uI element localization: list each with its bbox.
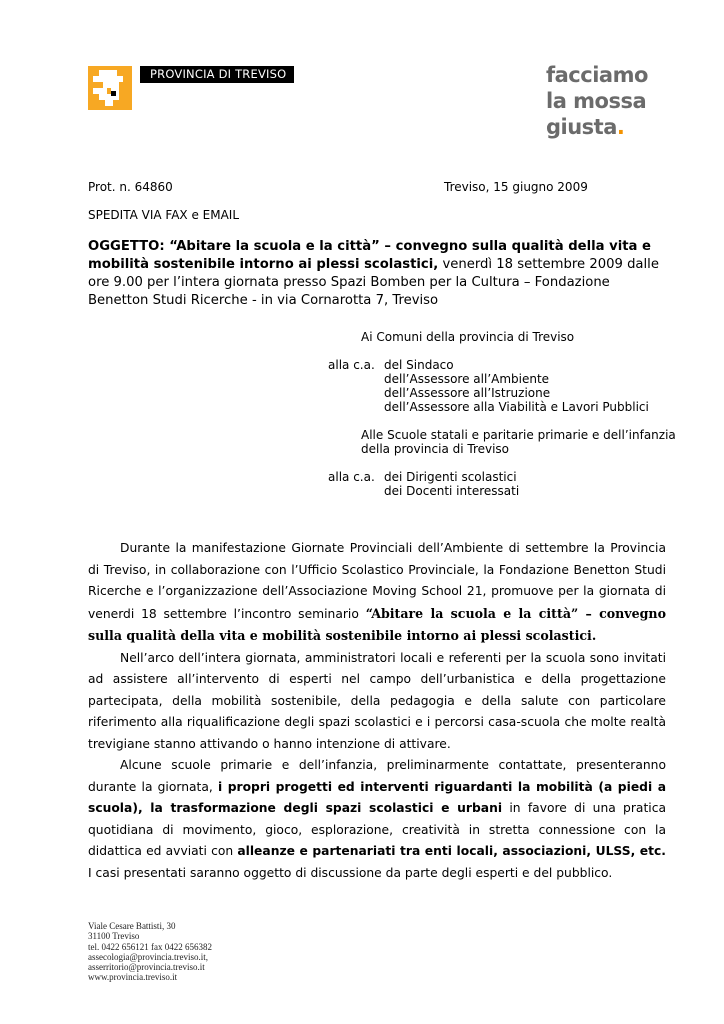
slogan-dot: . (616, 115, 625, 139)
paragraph-3-text: in favore di una pratica quotidiana di movimento, gioco, esplorazione, creatività in stretta connessione con la didattica ed avviati con (88, 801, 666, 858)
attn-line: del Sindaco (384, 358, 454, 372)
slogan-line-2: la mossa (546, 89, 647, 113)
paragraph-3-highlight-1: i propri progetti ed interventi riguardanti la mobilità (a piedi a scuola), la trasformazione degli spazi scolastici e urbani (88, 779, 666, 815)
slogan-line-1: facciamo (546, 63, 648, 87)
provincia-logo (88, 66, 132, 110)
attn-label-1: alla c.a. (328, 358, 375, 372)
org-name: PROVINCIA DI TREVISO (140, 66, 294, 83)
footer-email: asserritorio@provincia.treviso.it (88, 962, 205, 973)
recipient-group-1: Ai Comuni della provincia di Treviso (361, 330, 575, 344)
slogan-logo (546, 62, 666, 140)
dispatch-note: SPEDITA VIA FAX e EMAIL (88, 208, 240, 222)
paragraph-3-highlight-2: alleanze e partenariati tra enti locali, associazioni, ULSS, etc. (237, 844, 666, 858)
footer-line: 31100 Treviso (88, 931, 140, 942)
footer-address (88, 921, 212, 983)
recipient-group-2: Alle Scuole statali e paritarie primarie e dell’infanzia (361, 428, 676, 442)
event-title: “Abitare la scuola e la città” – convegno sulla qualità della vita e mobilità sostenibile intorno ai plessi scolastici. (88, 605, 666, 643)
footer-line: tel. 0422 656121 fax 0422 656382 (88, 941, 212, 952)
attn-label-2: alla c.a. (328, 470, 375, 484)
subject-bold: OGGETTO: “Abitare la scuola e la città” – convegno sulla qualità della vita e mobilità sostenibile intorno ai plessi scolastici, (88, 239, 651, 272)
attn-line: dell’Assessore all’Ambiente (384, 372, 550, 386)
subject (88, 238, 668, 310)
paragraph-3-text: I casi presentati saranno oggetto di discussione da parte degli esperti e del pubblico. (88, 865, 613, 880)
protocol-number: Prot. n. 64860 (88, 180, 173, 194)
attn-line: dell’Assessore alla Viabilità e Lavori Pubblici (384, 400, 649, 414)
paragraph-3-text: Alcune scuole primarie e dell’infanzia, preliminarmente contattate, presenteranno durante la giornata, (88, 758, 666, 794)
footer-website: www.provincia.treviso.it (88, 972, 178, 983)
body-paragraph-2: Nell’arco dell’intera giornata, amministratori locali e referenti per la scuola sono invitati ad assistere all’intervento di esperti nel campo dell’urbanistica e della progettazione partecipata, della mobilità sostenibile, della pedagogia e della salute con particolare riferimento alla riqualificazione degli spazi scolastici e i percorsi casa-scuola che molte realtà trevigiane stanno attivando o hanno intenzione di attivare. (88, 650, 666, 751)
footer-line: Viale Cesare Battisti, 30 (88, 921, 176, 931)
slogan-line-3: giusta (546, 115, 617, 139)
body-paragraph-3 (88, 755, 666, 884)
footer-email: assecologia@provincia.treviso.it, (88, 951, 209, 962)
attn-line: dell’Assessore all’Istruzione (384, 386, 551, 400)
letter-body (88, 538, 666, 884)
recipient-group-2-cont: della provincia di Treviso (361, 442, 510, 456)
attn-line: dei Dirigenti scolastici (384, 470, 517, 484)
place-date: Treviso, 15 giugno 2009 (444, 180, 588, 194)
paragraph-1-text: Durante la manifestazione Giornate Provinciali dell’Ambiente di settembre la Provincia di Treviso, in collaborazione con l’Ufficio Scolastico Provinciale, la Fondazione Benetton Studi Ricerche e l’organizzazione dell’Associazione Moving School 21, promuove per la giornata di venerdi 18 settembre l’incontro seminario (88, 541, 666, 621)
subject-details: venerdì 18 settembre 2009 dalle ore 9.00 per l’intera giornata presso Spazi Bomben per la Cultura – Fondazione Benetton Studi Ricerche - in via Cornarotta 7, Treviso (88, 257, 659, 308)
body-paragraph-1 (88, 538, 666, 648)
attn-line: dei Docenti interessati (384, 484, 520, 498)
